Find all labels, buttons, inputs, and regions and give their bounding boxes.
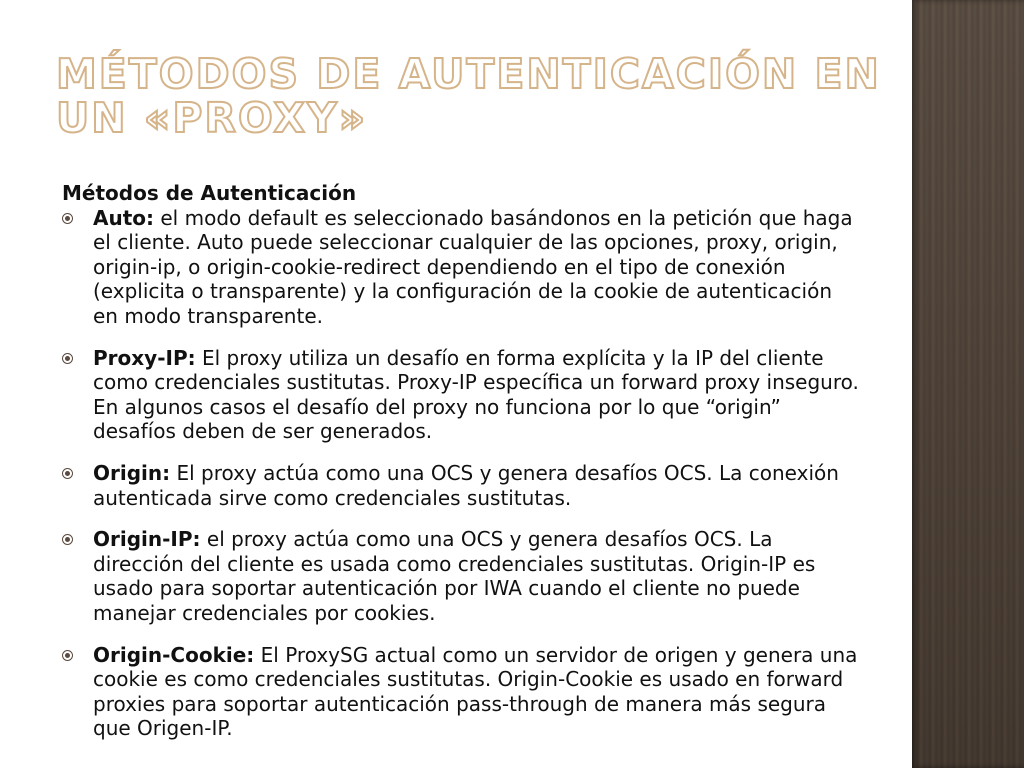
circle-dot-bullet-icon [62,213,73,224]
circle-dot-bullet-icon [62,353,73,364]
item-term: Proxy-IP: [93,345,196,370]
item-term: Auto: [93,205,155,230]
item-text: el proxy actúa como una OCS y genera desafíos OCS. La dirección del cliente es usada como credenciales sustitutas. Origin-IP es usado para soportar autenticación por IWA cuando el cliente no puede manejar credenciales por cookies. [93,527,816,625]
list-item [62,527,862,625]
slide-title-line-1: MÉTODOS DE AUTENTICACIÓN EN [56,50,881,98]
decorative-side-band [912,0,1024,768]
slide-title-line-2: UN «PROXY» [56,94,368,142]
item-text: El proxy utiliza un desafío en forma explícita y la IP del cliente como credenciales sustitutas. Proxy-IP específica un forward proxy inseguro. En algunos casos el desafío del proxy no funciona por lo que “origin” desafíos deben de ser generados. [93,345,859,444]
list-item [62,643,862,741]
section-heading: Métodos de Autenticación [62,181,357,205]
bullet-list [62,206,862,741]
item-text: El ProxySG actual como un servidor de origen y genera una cookie es como credenciales sustitutas. Origin-Cookie es usado en forward proxies para soportar autenticación pass-through de manera más segura que Origen-IP. [93,642,858,741]
circle-dot-bullet-icon [62,534,73,545]
item-term: Origin-IP: [93,527,201,552]
list-item [62,206,862,329]
item-text: el modo default es seleccionado basándonos en la petición que haga el cliente. Auto puede seleccionar cualquier de las opciones, proxy, origin, origin-ip, o origin-cookie-redirect dependiendo en el tipo de conexión (explicita o transparente) y la configuración de la cookie de autenticación en modo transparente. [93,205,853,328]
item-text: El proxy actúa como una OCS y genera desafíos OCS. La conexión autenticada sirve como credenciales sustitutas. [93,460,839,510]
slide-body [62,181,862,758]
item-term: Origin: [93,460,171,485]
circle-dot-bullet-icon [62,468,73,479]
list-item [62,461,862,510]
list-item [62,346,862,444]
slide-title [56,52,896,140]
circle-dot-bullet-icon [62,650,73,661]
item-term: Origin-Cookie: [93,642,255,667]
